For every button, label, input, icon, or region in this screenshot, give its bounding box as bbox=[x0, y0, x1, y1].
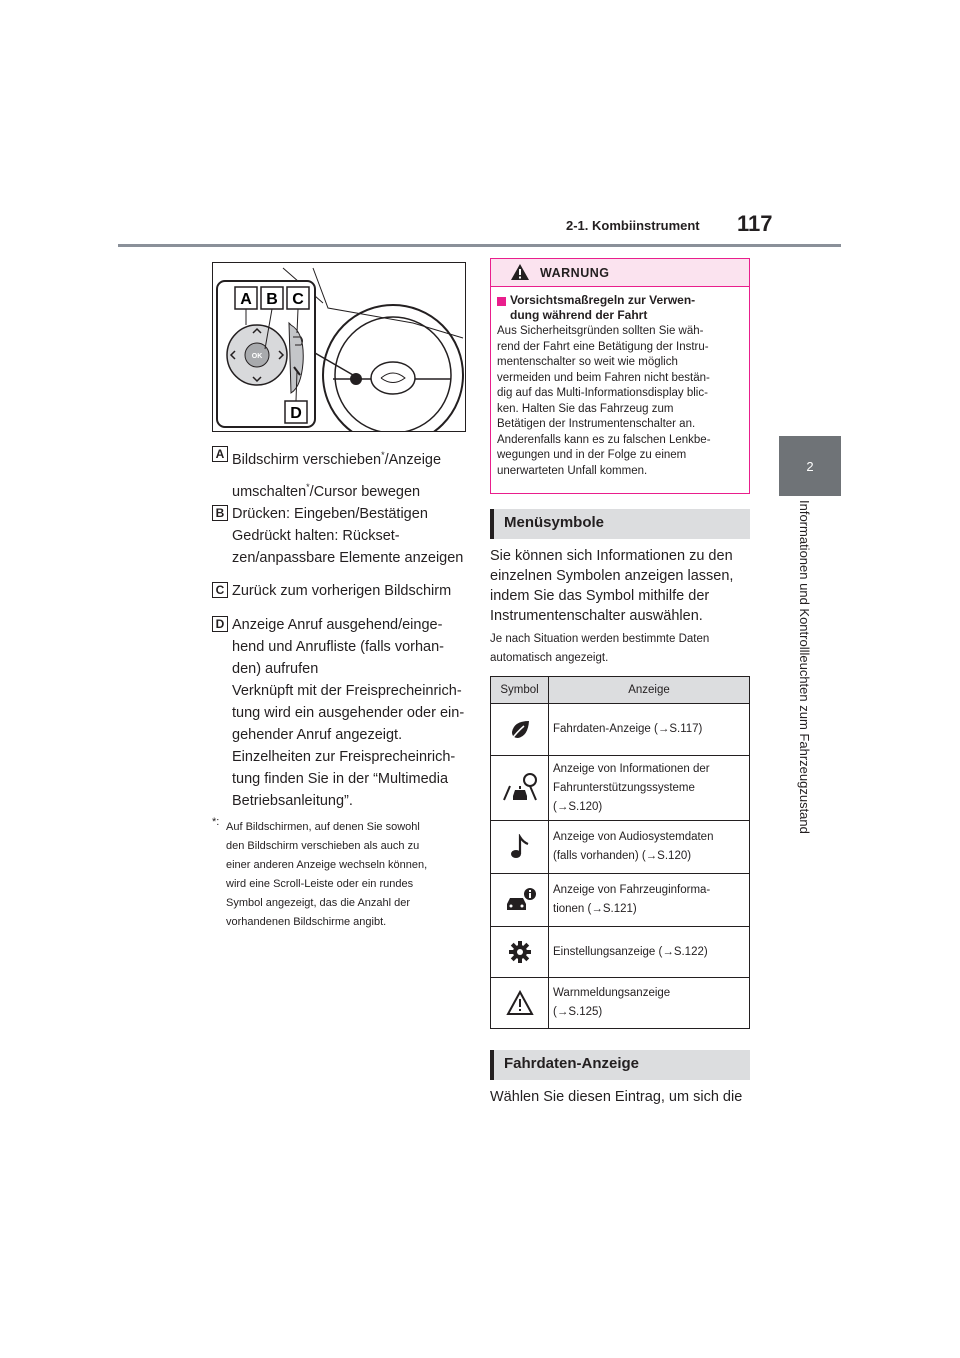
ok-button-label: OK bbox=[251, 353, 263, 360]
callout-c: C bbox=[292, 291, 304, 308]
trip-data-intro: Wählen Sie diesen Eintrag, um sich die bbox=[490, 1089, 743, 1105]
footnote-marker: *: bbox=[212, 816, 220, 828]
warning-triangle-icon bbox=[491, 978, 549, 1029]
menu-note: Je nach Situation werden bestimmte Daten automatisch angezeigt. bbox=[490, 633, 710, 664]
steering-wheel-switch-illustration bbox=[212, 262, 466, 432]
row-text: Einstellungsanzeige (→S.122) bbox=[549, 927, 750, 978]
row-text: Warnmeldungsanzeige (→S.125) bbox=[549, 978, 750, 1029]
warning-body: Aus Sicherheitsgründen sollten Sie wäh- rend der Fahrt eine Betätigung der Instru- mentenschalter so weit wie möglich vermeiden und beim Fahren nicht bestän- dig auf das Multi-Informationsdisplay blic- ken. Halten Sie das Fahrzeug zum Betätigen der Instrumentenschalter an. Anderenfalls kann es zu falschen Lenkbe- wegungen und in der Folge zu einem unerwarteten Unfall kommen. bbox=[497, 325, 711, 477]
chapter-tab[interactable] bbox=[779, 436, 841, 496]
warning-triangle-icon bbox=[510, 263, 530, 281]
item-a-label: A bbox=[212, 446, 228, 462]
item-d-text: Anzeige Anruf ausgehend/einge- hend und Anrufliste (falls vorhan- den) aufrufen Verknüpft mit der Freisprecheinrich- tung wird ein ausgehender oder ein- gehender Anruf angezeigt. Einzelheiten zur Freisprecheinrich- tung finden Sie in der “Multimedia Betriebsanleitung”. bbox=[232, 617, 465, 809]
trip-data-heading: Fahrdaten-Anzeige bbox=[490, 1050, 750, 1080]
warning-title: WARNUNG bbox=[540, 266, 610, 280]
warning-subtitle: Vorsichtsmaßregeln zur Verwen- dung während der Fahrt bbox=[510, 293, 696, 322]
callout-d: D bbox=[290, 405, 302, 422]
menu-intro: Sie können sich Informationen zu den einzelnen Symbolen anzeigen lassen, indem Sie das Symbol mithilfe der Instrumentenschalter auswählen. bbox=[490, 548, 734, 624]
item-d-label: D bbox=[212, 616, 228, 632]
item-a-text: Bildschirm verschieben*/Anzeige umschalten*/Cursor bewegen bbox=[232, 450, 442, 500]
chapter-title-vertical: Informationen und Kontrollleuchten zum Fahrzeugzustand bbox=[797, 500, 812, 834]
page-number: 117 bbox=[737, 211, 773, 236]
row-text: Anzeige von Informationen der Fahrunterstützungssysteme (→S.120) bbox=[549, 756, 750, 821]
header-anzeige: Anzeige bbox=[549, 677, 750, 704]
item-b-label: B bbox=[212, 505, 228, 521]
item-c-text: Zurück zum vorherigen Bildschirm bbox=[232, 583, 452, 599]
table-row bbox=[491, 756, 750, 821]
header-symbol: Symbol bbox=[491, 677, 549, 704]
music-note-icon bbox=[491, 821, 549, 874]
table-row bbox=[491, 821, 750, 874]
header-rule bbox=[118, 244, 841, 247]
driver-assist-icon bbox=[491, 756, 549, 821]
leaf-icon bbox=[491, 704, 549, 756]
warning-bullet bbox=[497, 297, 506, 306]
row-text: Fahrdaten-Anzeige (→S.117) bbox=[549, 704, 750, 756]
table-row bbox=[491, 978, 750, 1029]
vehicle-info-icon bbox=[491, 874, 549, 927]
table-header-row bbox=[491, 677, 750, 704]
item-c-label: C bbox=[212, 582, 228, 598]
table-row bbox=[491, 704, 750, 756]
callout-b: B bbox=[266, 291, 278, 308]
steering-wheel-drawing bbox=[213, 263, 465, 431]
menu-symbols-heading: Menüsymbole bbox=[490, 509, 750, 539]
menu-symbols-table bbox=[490, 676, 750, 1029]
chapter-number: 2 bbox=[806, 458, 814, 474]
row-text: Anzeige von Audiosystemdaten (falls vorhanden) (→S.120) bbox=[549, 821, 750, 874]
callout-a: A bbox=[240, 291, 252, 308]
section-title: 2-1. Kombiinstrument bbox=[566, 218, 700, 233]
gear-icon bbox=[491, 927, 549, 978]
item-b-text: Drücken: Eingeben/Bestätigen Gedrückt halten: Rückset- zen/anpassbare Elemente anzeigen bbox=[232, 506, 464, 566]
row-text: Anzeige von Fahrzeuginforma- tionen (→S.121) bbox=[549, 874, 750, 927]
footnote-text: Auf Bildschirmen, auf denen Sie sowohl den Bildschirm verschieben als auch zu einer anderen Anzeige wechseln können, wird eine Scroll-Leiste oder ein rundes Symbol angezeigt, das die Anzahl der vorhandenen Bildschirme angibt. bbox=[226, 821, 428, 928]
table-row bbox=[491, 874, 750, 927]
table-row bbox=[491, 927, 750, 978]
